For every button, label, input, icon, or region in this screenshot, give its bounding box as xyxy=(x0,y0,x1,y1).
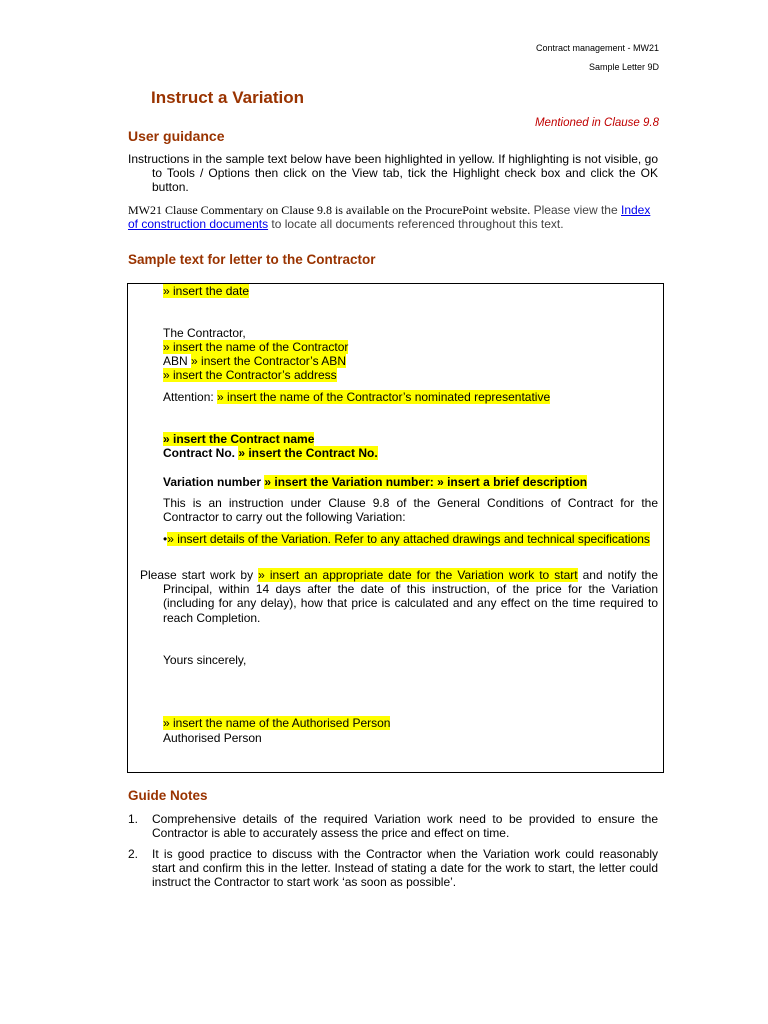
contract-no-placeholder: » insert the Contract No. xyxy=(238,446,378,460)
guide-notes-heading: Guide Notes xyxy=(128,788,208,803)
signatory-role: Authorised Person xyxy=(163,731,262,745)
guide-note-text: It is good practice to discuss with the Contractor when the Variation work could reasonably start and confirm this in the letter. Instead of stating a date for the work to start, the letter could instruct the Contractor to start work ‘as soon as possible’. xyxy=(152,847,658,890)
sample-text-heading: Sample text for letter to the Contractor xyxy=(128,252,376,267)
start-text-b: and notify the Principal, within 14 days after the date of this instruction, of the price for the Variation (including for any delay), how that price is calculated and any effect on the time required to reach Completion. xyxy=(163,568,659,625)
attention-line xyxy=(163,390,550,404)
variation-description-placeholder: » insert a brief description xyxy=(437,475,588,489)
guide-note-text: Comprehensive details of the required Variation work need to be provided to ensure the Contractor is able to accurately assess the price and effect on time. xyxy=(152,812,658,841)
attention-placeholder: » insert the name of the Contractor’s nominated representative xyxy=(217,390,551,404)
contractor-label: The Contractor, xyxy=(163,326,246,340)
commentary-paragraph xyxy=(128,203,658,231)
closing: Yours sincerely, xyxy=(163,653,247,667)
guide-note-item xyxy=(128,847,658,890)
variation-details xyxy=(163,532,658,546)
header-document-title: Contract management - MW21 xyxy=(535,43,659,53)
variation-number-placeholder: » insert the Variation number xyxy=(264,475,430,489)
contractor-name-placeholder: » insert the name of the Contractor xyxy=(163,340,349,354)
address-placeholder: » insert the Contractor’s address xyxy=(163,368,337,382)
clause-reference: Mentioned in Clause 9.8 xyxy=(534,117,659,129)
commentary-text-view: Please view the xyxy=(530,203,621,217)
guide-note-number: 1. xyxy=(128,812,139,826)
instruction-paragraph: This is an instruction under Clause 9.8 of the General Conditions of Contract for the Contractor to carry out the following Variation: xyxy=(163,496,658,525)
contract-number xyxy=(163,446,378,460)
page-title: Instruct a Variation xyxy=(151,88,305,107)
start-date-placeholder: » insert an appropriate date for the Variation work to start xyxy=(258,568,578,582)
commentary-text-end: to locate all documents referenced throughout this text. xyxy=(268,217,564,232)
start-text-a: Please start work by xyxy=(140,568,259,582)
start-work-paragraph xyxy=(140,568,658,625)
variation-label: Variation number xyxy=(163,475,265,489)
contract-name-placeholder: » insert the Contract name xyxy=(163,432,315,446)
index-link[interactable]: Index of construction documents xyxy=(128,203,651,232)
letter-date xyxy=(163,284,249,298)
user-guidance-heading: User guidance xyxy=(128,128,225,144)
contract-name xyxy=(163,432,314,446)
contract-no-label: Contract No. xyxy=(163,446,239,460)
header-letter-number: Sample Letter 9D xyxy=(588,62,659,72)
guide-note-number: 2. xyxy=(128,847,139,861)
commentary-text: MW21 Clause Commentary on Clause 9.8 is available on the ProcurePoint website. xyxy=(128,203,531,217)
contractor-address xyxy=(163,368,337,382)
bullet: • xyxy=(163,532,168,546)
attention-label: Attention: xyxy=(163,390,218,404)
variation-separator: : xyxy=(429,475,438,489)
signatory-placeholder: » insert the name of the Authorised Person xyxy=(163,716,391,730)
contractor-name xyxy=(163,340,348,354)
date-placeholder: » insert the date xyxy=(163,284,250,298)
guide-note-item xyxy=(128,812,658,840)
variation-line xyxy=(163,475,587,489)
abn-placeholder: » insert the Contractor’s ABN xyxy=(191,354,346,368)
details-placeholder: » insert details of the Variation. Refer to any attached drawings and technical specifications xyxy=(167,532,650,546)
abn-label: ABN xyxy=(163,354,192,368)
signatory-name xyxy=(163,716,390,730)
contractor-abn xyxy=(163,354,346,368)
user-guidance-paragraph: Instructions in the sample text below have been highlighted in yellow. If highlighting is not visible, go to Tools / Options then click on the View tab, tick the Highlight check box and click the OK button. xyxy=(128,152,658,195)
